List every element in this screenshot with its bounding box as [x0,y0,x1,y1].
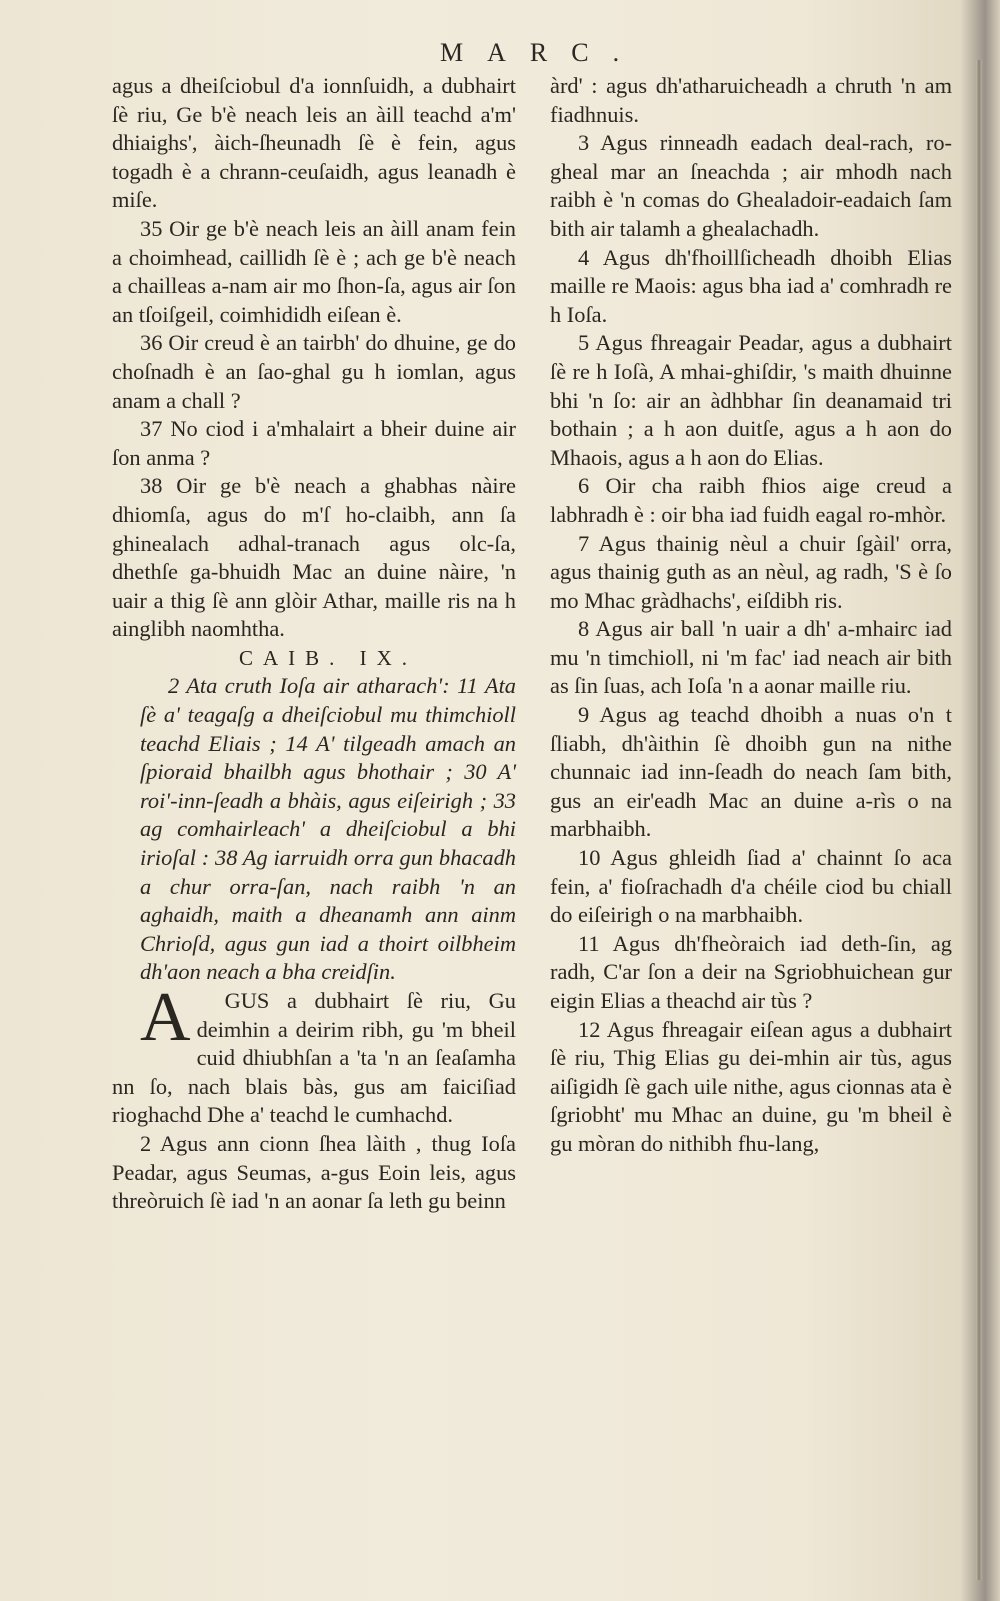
drop-cap: A [140,979,191,1056]
verse-paragraph: 35 Oir ge b'è neach leis an àill anam fein a choimhead, caillidh ſè è ; ach ge b'è neach a chailleas a-nam air mo ſhon-ſa, agus air ſon an tſoiſgeil, coimhididh eiſean è. [112,215,516,327]
chapter-opening-paragraph [112,979,516,1130]
verse-paragraph: àrd' : agus dh'atharuicheadh a chruth 'n am fiadhnuis. [550,73,952,127]
verse-paragraph: 11 Agus dh'fheòraich iad deth-ſin, ag radh, C'ar ſon a deir na Sgriobhuichean gur eigin Elias a theachd air tùs ? [550,930,952,1013]
verse-paragraph: 3 Agus rinneadh eadach deal-rach, ro-gheal mar an ſneachda ; air mhodh nach raibh è 'n comas do Ghealadoir-eadaich ſam bith air talamh a ghealachadh. [550,130,952,241]
right-paragraphs [550,72,952,1159]
verse-paragraph: 5 Agus fhreagair Peadar, agus a dubhairt ſè re h Ioſà, A mhai-ghiſdir, 's maith dhuinne bhi 'n ſo: air an àdhbhar ſin deanamaid tri bothain ; a h aon duitſe, agus a h aon do Mhaois, agus a h aon do Elias. [550,330,952,470]
verse-paragraph: agus a dheiſciobul d'a ionnſuidh, a dubhairt ſè riu, Ge b'è neach leis an àill teachd a'm' dhiaighs', àich-ſheunadh ſè è fein, agus togadh è a chrann-ceuſaidh, agus leanadh è miſe. [112,73,516,213]
chapter-heading: CAIB. IX. [238,645,418,670]
verse-paragraph: 12 Agus fhreagair eiſean agus a dubhairt ſè riu, Thig Elias gu dei-mhin air tùs, agus aiſigidh ſè gach uile nithe, agus cionnas ata è ſgriobht' mu Mhac an duine, gu 'm bheil è gu mòran do nithibh fhu-lang, [550,1016,952,1156]
verse-paragraph: 38 Oir ge b'è neach a ghabhas nàire dhiomſa, agus do m'ſ ho-claibh, ann ſa ghinealach adhal-tranach agus olc-ſa, dhethſe ga-bhuidh Mac an duine nàire, 'n uair a thig ſè ann glòir Athar, maille ris na h ainglibh naomhtha. [112,473,516,642]
verse-paragraph: 7 Agus thainig nèul a chuir ſgàil' orra, agus thainig guth as an nèul, ag radh, 'S è ſo mo Mhac gràdhachs', eiſdibh ris. [550,530,952,613]
chapter-summary: 2 Ata cruth Ioſa air atharach': 11 Ata ſè a' teagaſg a dheiſciobul mu thimchioll teachd Eliais ; 14 A' tilgeadh amach an ſpioraid bhailbh agus bhothair ; 30 A' roi'-inn-ſeadh a bhàis, agus eiſeirigh ; 33 ag comhairleach' a dheiſciobul a bhi irioſal : 38 Ag iarruidh orra gun bhacadh a chur orra-ſan, nach raibh 'n an aghaidh, maith a dheanamh ann ainm Chrioſd, agus gun iad a thoirt oilbheim dh'aon neach a bha creidſin. [140,673,516,985]
left-paragraphs [112,72,516,644]
left-paragraphs-after [112,1130,516,1216]
right-column [550,72,952,1159]
opening-text: GUS a dubhairt ſè riu, Gu deimhin a deirim ribh, gu 'm bheil cuid dhiubhſan a 'ta 'n an ſeaſamha nn ſo, nach blais bàs, gus am faiciſiad rioghachd Dhe a' teachd le cumhachd. [112,988,516,1128]
running-title: MARC. [440,38,644,67]
left-column [112,72,516,1216]
verse-paragraph: 10 Agus ghleidh ſiad a' chainnt ſo aca fein, a' fioſrachadh d'a chéile ciod bu chiall do eiſeirigh o na marbhaibh. [550,845,952,928]
verse-paragraph: 4 Agus dh'fhoillſicheadh dhoibh Elias maille re Maois: agus bha iad a' comhradh re h Ioſa. [550,244,952,327]
verse-paragraph: 6 Oir cha raibh fhios aige creud a labhradh è : oir bha iad fuidh eagal ro-mhòr. [550,473,952,527]
verse-paragraph: 8 Agus air ball 'n uair a dh' a-mhairc iad mu 'n timchioll, ni 'm fac' iad neach air bith as ſin ſuas, ach Ioſa 'n a aonar maille riu. [550,616,952,699]
verse-paragraph: 2 Agus ann cionn ſhea làith , thug Ioſa Peadar, agus Seumas, a-gus Eoin leis, agus threòruich ſè iad 'n an aonar ſa leth gu beinn [112,1130,516,1214]
verse-paragraph: 37 No ciod i a'mhalairt a bheir duine air ſon anma ? [112,416,516,470]
page-edge-shadow [976,60,982,1580]
verse-paragraph: 36 Oir creud è an tairbh' do dhuine, ge do choſnadh è an ſao-ghal gu h iomlan, agus anam a chall ? [112,330,516,413]
verse-paragraph: 9 Agus ag teachd dhoibh a nuas o'n t ſliabh, dh'àithin ſè dhoibh gun na nithe chunnaic iad inn-ſeadh do neach ſam bith, gus an eir'eadh Mac an duine a-rìs o na marbhaibh. [550,702,952,842]
